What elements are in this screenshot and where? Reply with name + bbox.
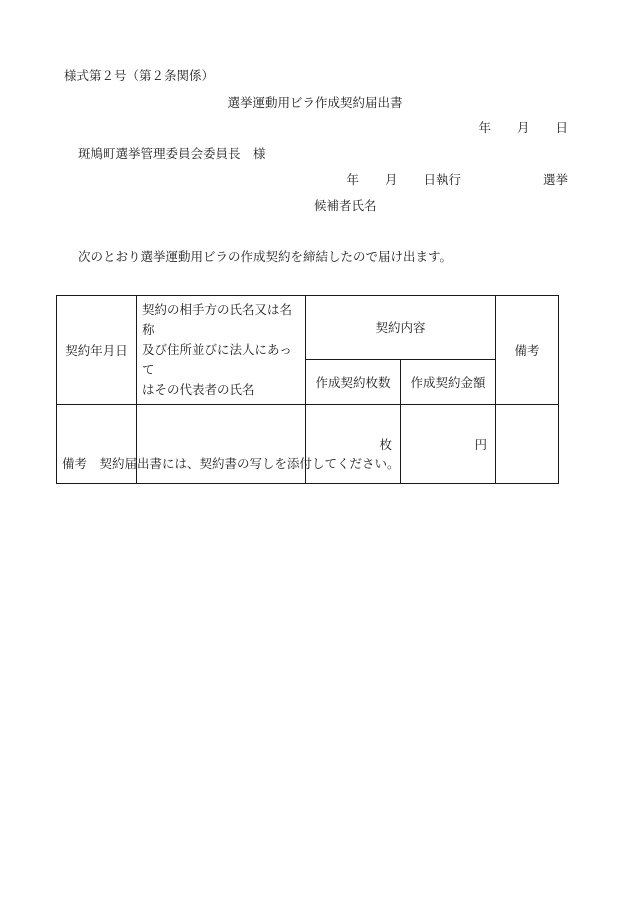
candidate-name-label: 候補者氏名	[314, 198, 377, 213]
date-day-label: 日	[555, 120, 568, 135]
document-title: 選挙運動用ビラ作成契約届出書	[227, 95, 403, 110]
cell-sheet-count[interactable]	[306, 405, 401, 484]
header-party-line-2: 及び住所並びに法人にあって	[142, 342, 292, 377]
header-remarks: 備考	[496, 296, 559, 405]
unit-sheets: 枚	[379, 437, 392, 452]
election-type-label: 選挙	[542, 172, 568, 187]
header-contract-party	[137, 296, 306, 405]
header-party-line-3: はその代表者の氏名	[142, 382, 255, 397]
cell-contract-amount[interactable]	[401, 405, 496, 484]
cell-contract-date[interactable]	[57, 405, 137, 484]
intro-statement: 次のとおり選挙運動用ビラの作成契約を締結したので届け出ます。	[78, 249, 453, 264]
submission-date-line	[478, 122, 568, 135]
header-contract-content: 契約内容	[306, 296, 496, 360]
unit-yen: 円	[474, 437, 488, 452]
header-sheet-count: 作成契約枚数	[306, 359, 401, 404]
date-month-label: 月	[516, 120, 530, 135]
addressee: 斑鳩町選挙管理委員会委員長 様	[78, 146, 266, 161]
cell-remarks[interactable]	[496, 405, 559, 484]
form-number: 様式第２号（第２条関係）	[64, 68, 215, 83]
election-line	[346, 174, 568, 187]
election-year-label: 年	[346, 172, 359, 187]
election-month-label: 月	[384, 172, 398, 187]
date-year-label: 年	[478, 120, 491, 135]
header-contract-amount: 作成契約金額	[401, 359, 496, 404]
footer-remarks-note: 備考 契約届出書には、契約書の写しを添付してください。	[62, 456, 400, 471]
cell-contract-party[interactable]	[137, 405, 306, 484]
header-party-line-1: 契約の相手方の氏名又は名称	[142, 302, 293, 337]
header-contract-date: 契約年月日	[57, 296, 137, 405]
election-day-held-label: 日執行	[423, 172, 461, 187]
